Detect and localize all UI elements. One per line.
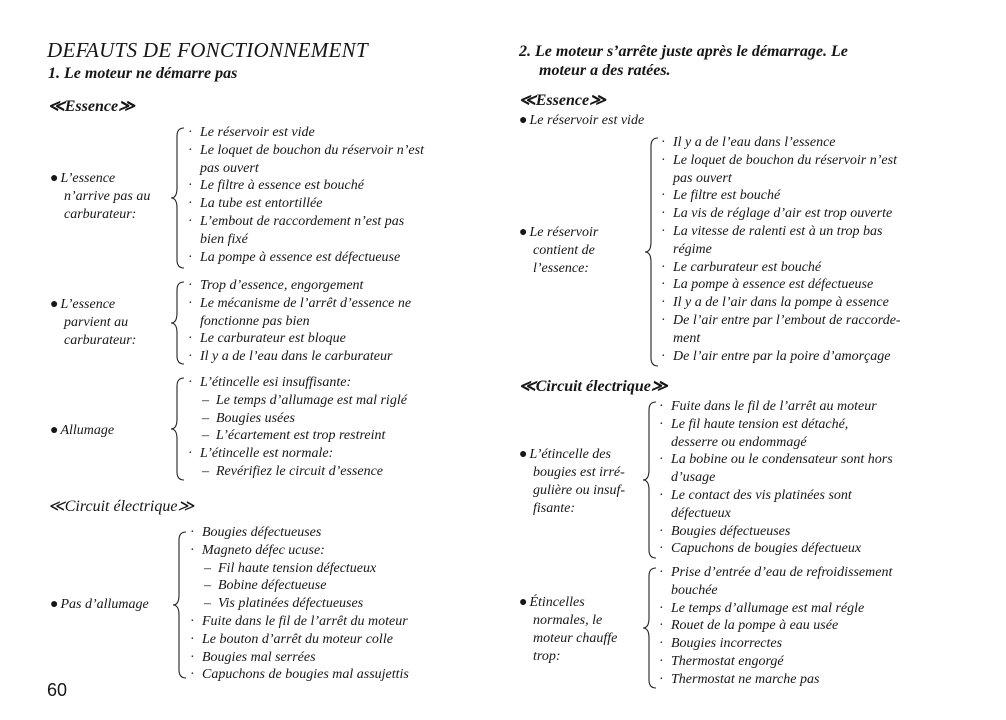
- list-item-text: La bobine ou le condensateur sont hors: [671, 452, 893, 468]
- list-item: [186, 348, 411, 366]
- condition-label: ● L’étincelle des bougies est irré- gulière ou insuf- fisante:: [519, 447, 626, 516]
- cause-list: [186, 374, 407, 481]
- list-item-text: Bougies mal serrées: [202, 649, 316, 665]
- list-item-text: Il y a de l’eau dans le carburateur: [200, 349, 393, 365]
- list-item-text: Le filtre à essence est bouché: [200, 178, 364, 194]
- bullet-marker: ·: [188, 295, 193, 311]
- bullet-marker: ·: [188, 249, 193, 265]
- list-item: [657, 582, 892, 600]
- list-item: [659, 187, 901, 205]
- bullet-marker: ·: [661, 223, 666, 239]
- bullet-marker: ·: [188, 196, 193, 212]
- list-item-text: De l’air entre par la poire d’amorçage: [673, 348, 891, 364]
- list-item: [657, 617, 892, 635]
- bullet-marker: ·: [661, 277, 666, 293]
- bullet-marker: ·: [661, 152, 666, 168]
- subsection-circuit: ≪Circuit électrique≫: [48, 498, 195, 515]
- list-item-text: bien fixé: [200, 231, 248, 247]
- list-item-text: Le carburateur est bloque: [200, 331, 346, 347]
- condition-label: ● Étincelles normales, le moteur chauffe trop:: [519, 595, 618, 664]
- bullet-marker: ·: [190, 542, 195, 558]
- list-item: [188, 649, 409, 667]
- bullet-marker: ·: [659, 452, 664, 468]
- condition-label: ● L’essence n’arrive pas au carburateur:: [50, 171, 151, 222]
- list-item: [188, 631, 409, 649]
- list-item-text: Le loquet de bouchon du réservoir n’est: [673, 152, 897, 168]
- list-item-text: d’usage: [671, 470, 716, 486]
- list-item-text: Le carburateur est bouché: [673, 259, 822, 275]
- bullet-marker: ·: [661, 348, 666, 364]
- list-item-text: Le bouton d’arrêt du moteur colle: [202, 631, 393, 647]
- cause-list: [186, 277, 411, 366]
- list-item: [659, 330, 901, 348]
- bullet-marker: ·: [661, 135, 666, 150]
- list-item: [186, 295, 411, 313]
- list-item-text: Revérifiez le circuit d’essence: [216, 463, 384, 479]
- subsection-essence: ≪Essence≫: [48, 98, 135, 115]
- bullet-marker: ·: [659, 671, 664, 687]
- section-heading-1: 1. Le moteur ne démarre pas: [48, 65, 238, 82]
- list-item: [659, 348, 901, 366]
- dash-marker: –: [202, 428, 209, 444]
- dash-marker: –: [204, 596, 211, 612]
- list-item: [188, 613, 409, 631]
- list-item: [186, 231, 424, 249]
- list-item: [657, 564, 892, 582]
- list-item: [188, 524, 409, 542]
- list-item-text: Fuite dans le fil de l’arrêt au moteur: [671, 399, 877, 414]
- cause-list: [659, 134, 901, 365]
- list-item: [186, 124, 424, 142]
- bullet-marker: ·: [190, 631, 195, 647]
- bullet-marker: ·: [190, 667, 195, 683]
- list-item-text: desserre ou endommagé: [671, 434, 807, 450]
- list-item-text: Bougies défectueuses: [671, 523, 791, 539]
- list-item-text: Le temps d’allumage est mal riglé: [216, 392, 407, 408]
- list-item: [186, 160, 424, 178]
- cause-list: [657, 564, 892, 689]
- list-item: [186, 374, 407, 392]
- list-item-text: Fil haute tension défectueux: [218, 560, 377, 576]
- list-item-text: Fuite dans le fil de l’arrêt du moteur: [202, 613, 408, 629]
- list-item-text: La tube est entortillée: [200, 196, 323, 212]
- list-item-text: fonctionne pas bien: [200, 313, 310, 329]
- list-item: [657, 487, 893, 505]
- list-item: [659, 134, 901, 152]
- list-item: [186, 445, 407, 463]
- bullet-marker: ·: [661, 295, 666, 311]
- list-item-text: Rouet de la pompe à eau usée: [671, 618, 839, 634]
- list-item-text: L’écartement est trop restreint: [216, 428, 386, 444]
- bullet-marker: ·: [659, 653, 664, 669]
- list-item-text: L’étincelle esi insuffisante:: [200, 375, 352, 390]
- subsection-circuit: ≪Circuit électrique≫: [519, 378, 668, 395]
- condition-label: ● Le réservoir contient de l’essence:: [519, 225, 599, 276]
- list-item-text: bouchée: [671, 582, 718, 598]
- list-item: [659, 259, 901, 277]
- list-item: [659, 223, 901, 241]
- subsection-essence: ≪Essence≫: [519, 92, 606, 109]
- bullet-marker: ·: [659, 565, 664, 580]
- list-item: [657, 600, 892, 618]
- bullet-marker: ·: [659, 399, 664, 414]
- list-item-text: régime: [673, 241, 712, 257]
- list-item-text: Capuchons de bougies défectueux: [671, 541, 862, 557]
- list-item: [659, 312, 901, 330]
- list-item: [186, 213, 424, 231]
- standalone-cause: ● Le réservoir est vide: [519, 113, 645, 128]
- bullet-marker: ·: [659, 636, 664, 652]
- bullet-marker: ·: [659, 416, 664, 432]
- list-item: [657, 398, 893, 416]
- bullet-marker: ·: [188, 178, 193, 194]
- list-item: [186, 249, 424, 267]
- bullet-marker: ·: [188, 331, 193, 347]
- condition-label: ● Pas d’allumage: [50, 597, 149, 612]
- list-item-text: Trop d’essence, engorgement: [200, 278, 364, 293]
- list-item-text: Le réservoir est vide: [200, 125, 315, 140]
- list-item: [186, 277, 411, 295]
- list-item: [186, 177, 424, 195]
- list-item-text: pas ouvert: [673, 170, 732, 186]
- list-item-text: Thermostat ne marche pas: [671, 671, 820, 687]
- list-item: [657, 635, 892, 653]
- list-item: [657, 416, 893, 434]
- list-item: [657, 653, 892, 671]
- list-item-text: Le contact des vis platinées sont: [671, 487, 852, 503]
- list-item: [186, 427, 407, 445]
- list-item-text: pas ouvert: [200, 160, 259, 176]
- list-item: [188, 560, 409, 578]
- list-item-text: ment: [673, 330, 701, 346]
- list-item: [657, 434, 893, 452]
- list-item-text: Il y a de l’eau dans l’essence: [673, 135, 836, 150]
- list-item-text: Capuchons de bougies mal assujettis: [202, 667, 409, 683]
- bullet-marker: ·: [661, 206, 666, 222]
- list-item-text: L’étincelle est normale:: [200, 446, 334, 462]
- page-title: DEFAUTS DE FONCTIONNEMENT: [47, 38, 368, 62]
- cause-list: [657, 398, 893, 558]
- list-item: [657, 671, 892, 689]
- list-item-text: La vis de réglage d’air est trop ouverte: [673, 206, 893, 222]
- bullet-marker: ·: [661, 259, 666, 275]
- dash-marker: –: [202, 392, 209, 408]
- list-item-text: Le loquet de bouchon du réservoir n’est: [200, 142, 424, 158]
- list-item-text: Bougies incorrectes: [671, 636, 783, 652]
- list-item-text: De l’air entre par l’embout de raccorde-: [673, 312, 901, 328]
- list-item: [657, 469, 893, 487]
- list-item: [188, 542, 409, 560]
- list-item: [186, 330, 411, 348]
- list-item-text: défectueux: [671, 505, 731, 521]
- list-item-text: Prise d’entrée d’eau de refroidissement: [671, 565, 893, 580]
- page-number: 60: [47, 680, 68, 700]
- bullet-marker: ·: [659, 618, 664, 634]
- list-item: [657, 505, 893, 523]
- bullet-marker: ·: [659, 523, 664, 539]
- bullet-marker: ·: [661, 188, 666, 204]
- list-item: [186, 313, 411, 331]
- list-item: [659, 152, 901, 170]
- list-item-text: Bobine défectueuse: [218, 578, 327, 594]
- list-item-text: Le filtre est bouché: [673, 188, 781, 204]
- list-item: [186, 142, 424, 160]
- list-item: [657, 540, 893, 558]
- bullet-marker: ·: [188, 349, 193, 365]
- list-item-text: Thermostat engorgé: [671, 653, 784, 669]
- list-item: [186, 410, 407, 428]
- list-item-text: Bougies défectueuses: [202, 525, 322, 540]
- list-item: [659, 205, 901, 223]
- list-item-text: Magneto défec ucuse:: [202, 542, 325, 558]
- list-item: [186, 195, 424, 213]
- list-item-text: Vis platinées défectueuses: [218, 596, 364, 612]
- list-item-text: Il y a de l’air dans la pompe à essence: [673, 295, 889, 311]
- list-item: [188, 595, 409, 613]
- list-item: [657, 523, 893, 541]
- list-item-text: Le mécanisme de l’arrêt d’essence ne: [200, 295, 412, 311]
- bullet-marker: ·: [188, 125, 193, 140]
- cause-list: [188, 524, 409, 684]
- list-item-text: La vitesse de ralenti est à un trop bas: [673, 223, 883, 239]
- condition-label: ● L’essence parvient au carburateur:: [50, 297, 137, 348]
- list-item-text: Bougies usées: [216, 410, 295, 426]
- list-item: [659, 170, 901, 188]
- bullet-marker: ·: [659, 600, 664, 616]
- list-item: [659, 294, 901, 312]
- list-item-text: L’embout de raccordement n’est pas: [200, 213, 405, 229]
- dash-marker: –: [204, 578, 211, 594]
- bullet-marker: ·: [190, 525, 195, 540]
- list-item: [188, 666, 409, 684]
- dash-marker: –: [202, 410, 209, 426]
- bullet-marker: ·: [661, 312, 666, 328]
- bullet-marker: ·: [659, 541, 664, 557]
- list-item: [657, 451, 893, 469]
- list-item: [659, 241, 901, 259]
- list-item-text: Le temps d’allumage est mal régle: [671, 600, 865, 616]
- list-item: [186, 392, 407, 410]
- list-item-text: La pompe à essence est défectueuse: [673, 277, 874, 293]
- list-item-text: La pompe à essence est défectueuse: [200, 249, 401, 265]
- bullet-marker: ·: [188, 278, 193, 293]
- list-item: [659, 276, 901, 294]
- bullet-marker: ·: [190, 613, 195, 629]
- bullet-marker: ·: [188, 142, 193, 158]
- list-item-text: Le fil haute tension est détaché,: [671, 416, 849, 432]
- bullet-marker: ·: [188, 446, 193, 462]
- bullet-marker: ·: [188, 375, 193, 390]
- cause-list: [186, 124, 424, 266]
- dash-marker: –: [204, 560, 211, 576]
- bullet-marker: ·: [190, 649, 195, 665]
- section-heading-2: 2. Le moteur s’arrête juste après le démarrage. Le moteur a des ratées.: [519, 43, 848, 79]
- list-item: [186, 463, 407, 481]
- list-item: [188, 577, 409, 595]
- condition-label: ● Allumage: [50, 423, 115, 438]
- bullet-marker: ·: [659, 487, 664, 503]
- bullet-marker: ·: [188, 213, 193, 229]
- dash-marker: –: [202, 463, 209, 479]
